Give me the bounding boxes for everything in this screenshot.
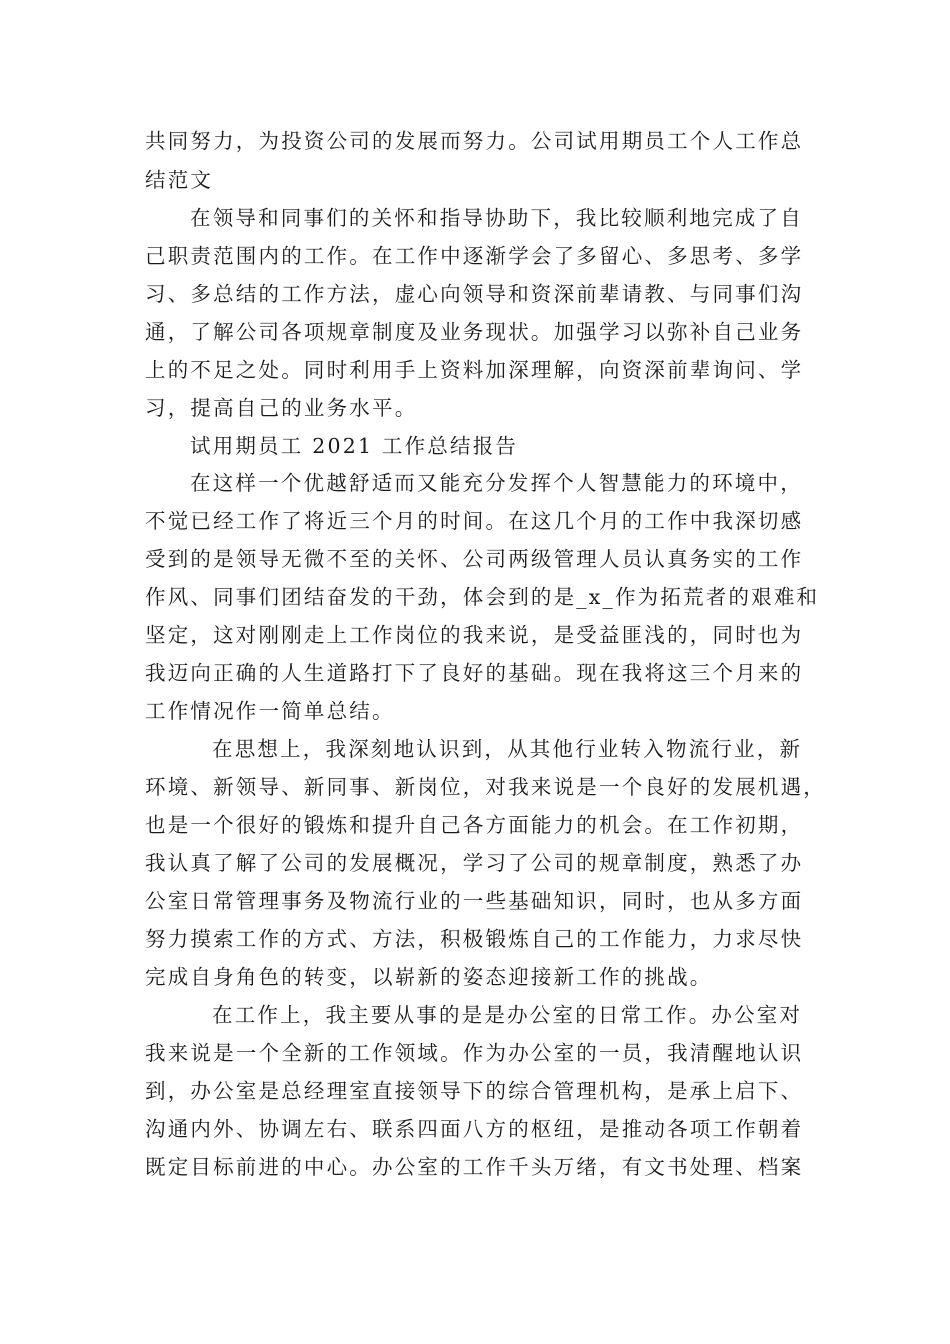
section-title: 试用期员工 2021 工作总结报告 [190,434,519,458]
text-line: 习，提高自己的业务水平。 [145,396,418,420]
text-line: 上的不足之处。同时利用手上资料加深理解，向资深前辈询问、学 [145,358,804,382]
text-line: 环境、新领导、新同事、新岗位，对我来说是一个良好的发展机遇， [145,775,826,799]
text-line: 工作情况作一简单总结。 [145,699,395,723]
text-line: 我来说是一个全新的工作领域。作为办公室的一员，我清醒地认识 [145,1041,804,1065]
text-line: 结范文 [145,168,214,192]
text-line: 我迈向正确的人生道路打下了良好的基础。现在我将这三个月来的 [145,661,804,685]
text-line: 在思想上，我深刻地认识到，从其他行业转入物流行业，新 [212,737,803,761]
text-line: 到，办公室是总经理室直接领导下的综合管理机构，是承上启下、 [145,1079,804,1103]
text-line: 沟通内外、协调左右、联系四面八方的枢纽，是推动各项工作朝着 [145,1117,804,1141]
text-line: 也是一个很好的锻炼和提升自己各方面能力的机会。在工作初期， [145,813,804,837]
text-line: 完成自身角色的转变，以崭新的姿态迎接新工作的挑战。 [145,965,713,989]
text-line: 己职责范围内的工作。在工作中逐渐学会了多留心、多思考、多学 [145,244,804,268]
text-line: 努力摸索工作的方式、方法，积极锻炼自己的工作能力，力求尽快 [145,927,804,951]
text-line: 共同努力，为投资公司的发展而努力。公司试用期员工个人工作总 [145,129,804,153]
text-line: 受到的是领导无微不至的关怀、公司两级管理人员认真务实的工作 [145,547,804,571]
text-line: 公室日常管理事务及物流行业的一些基础知识，同时，也从多方面 [145,889,804,913]
text-line: 习、多总结的工作方法，虚心向领导和资深前辈请教、与同事们沟 [145,282,804,306]
text-line: 在工作上，我主要从事的是是办公室的日常工作。办公室对 [212,1003,803,1027]
text-line: 作风、同事们团结奋发的干劲，体会到的是_x_作为拓荒者的艰难和 [145,585,820,609]
text-line: 在领导和同事们的关怀和指导协助下，我比较顺利地完成了自 [190,206,803,230]
text-line: 不觉已经工作了将近三个月的时间。在这几个月的工作中我深切感 [145,509,804,533]
text-line: 在这样一个优越舒适而又能充分发挥个人智慧能力的环境中， [190,471,803,495]
text-line: 坚定，这对刚刚走上工作岗位的我来说，是受益匪浅的，同时也为 [145,623,804,647]
text-line: 通，了解公司各项规章制度及业务现状。加强学习以弥补自己业务 [145,320,804,344]
text-line: 我认真了解了公司的发展概况，学习了公司的规章制度，熟悉了办 [145,851,804,875]
text-line: 既定目标前进的中心。办公室的工作千头万绪，有文书处理、档案 [145,1155,804,1179]
